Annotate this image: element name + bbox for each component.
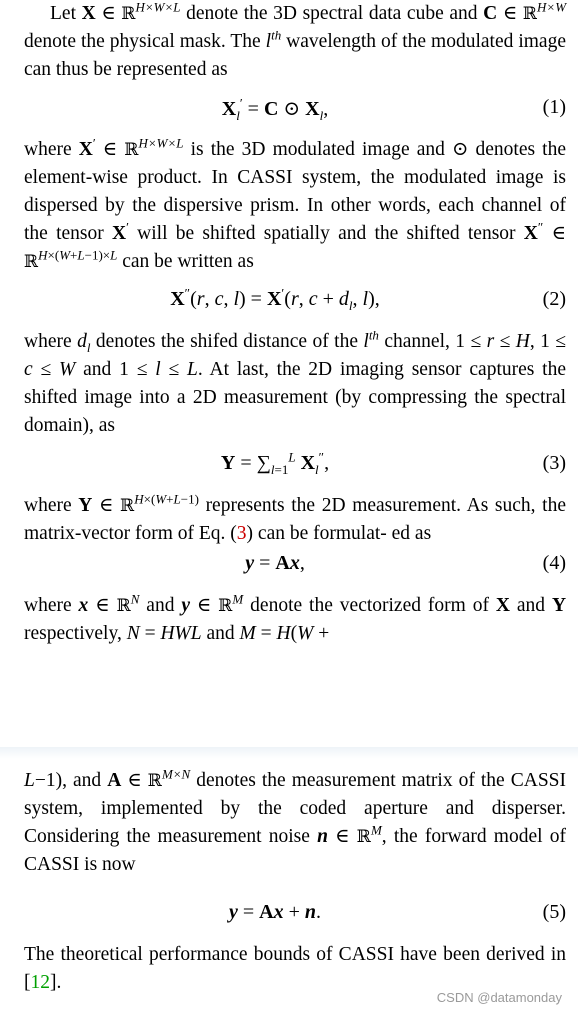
equation-number: (3) bbox=[542, 452, 566, 474]
equation-number: (2) bbox=[542, 288, 566, 310]
paper-page-upper bbox=[24, 0, 566, 648]
paragraph-5: where x ∈ ℝ$^N$ and y ∈ ℝ$^M$ denote the vectorized form of X and Y respectively, N = HWL and M = H(W + bbox=[24, 591, 567, 644]
paragraph-1: Let X ∈ ℝ$^{H\times W\times L}$ denote the 3D spectral data cube and C ∈ ℝ$^{H\times W}$ denote the physical mask. The $l^{th}$ wavelength of the modulated image can thus be represented as bbox=[24, 0, 567, 80]
equation-number: (1) bbox=[542, 96, 566, 118]
equation-5: y = Ax + n. (5) bbox=[228, 901, 566, 923]
page-break-divider bbox=[0, 743, 578, 767]
paragraph-2: where X′ ∈ ℝ$^{H\times W\times L}$ is the 3D modulated image and ⊙ denotes the element-wise product. In CASSI system, the modulated image is dispersed by the dispersive prism. In other words, each channel of the tensor X′ will be shifted spatially and the shifted tensor X″ ∈ ℝ$^{H\times(W+L-1)\times L}$ can be written as bbox=[24, 135, 567, 272]
paragraph-4: where Y ∈ ℝ$^{H\times(W+L-1)}$ represents the 2D measurement. As such, the matrix-vector form of Eq. (3) can be formulat- ed as bbox=[24, 491, 567, 544]
equation-2: X″(r, c, l) = X′(r, $c + d_l$, l), (2) bbox=[170, 285, 566, 313]
equation-4: y = Ax, (4) bbox=[245, 552, 566, 574]
watermark: CSDN @datamonday bbox=[436, 990, 562, 1005]
equation-1: $X_l' = C$ ⊙ $X_l$, (1) bbox=[221, 95, 566, 123]
paragraph-7: The theoretical performance bounds of CASSI have been derived in [12]. bbox=[24, 944, 566, 993]
citation-link[interactable]: 12 bbox=[30, 972, 50, 993]
paper-page-lower bbox=[24, 767, 566, 997]
equation-number: (4) bbox=[542, 552, 566, 574]
equation-3: $Y = \sum_{l=1}^L$ $X_l''$, (3) bbox=[220, 449, 566, 477]
paragraph-6: L−1), and A ∈ ℝ$^{M\times N}$ denotes the measurement matrix of the CASSI system, implemented by the coded aperture and disperser. Considering the measurement noise n ∈ ℝ$^M$, the forward model of CASSI is now bbox=[24, 766, 567, 875]
equation-reference-link[interactable]: 3 bbox=[236, 523, 247, 544]
equation-number: (5) bbox=[542, 901, 566, 923]
paragraph-3: where $d_l$ denotes the shifed distance of the $l^{th}$ channel, 1 ≤ r ≤ H, 1 ≤ c ≤ W and 1 ≤ l ≤ L. At last, the 2D imaging sensor captures the shifted image into a 2D measurement (by compressing the spectral domain), as bbox=[24, 327, 567, 436]
